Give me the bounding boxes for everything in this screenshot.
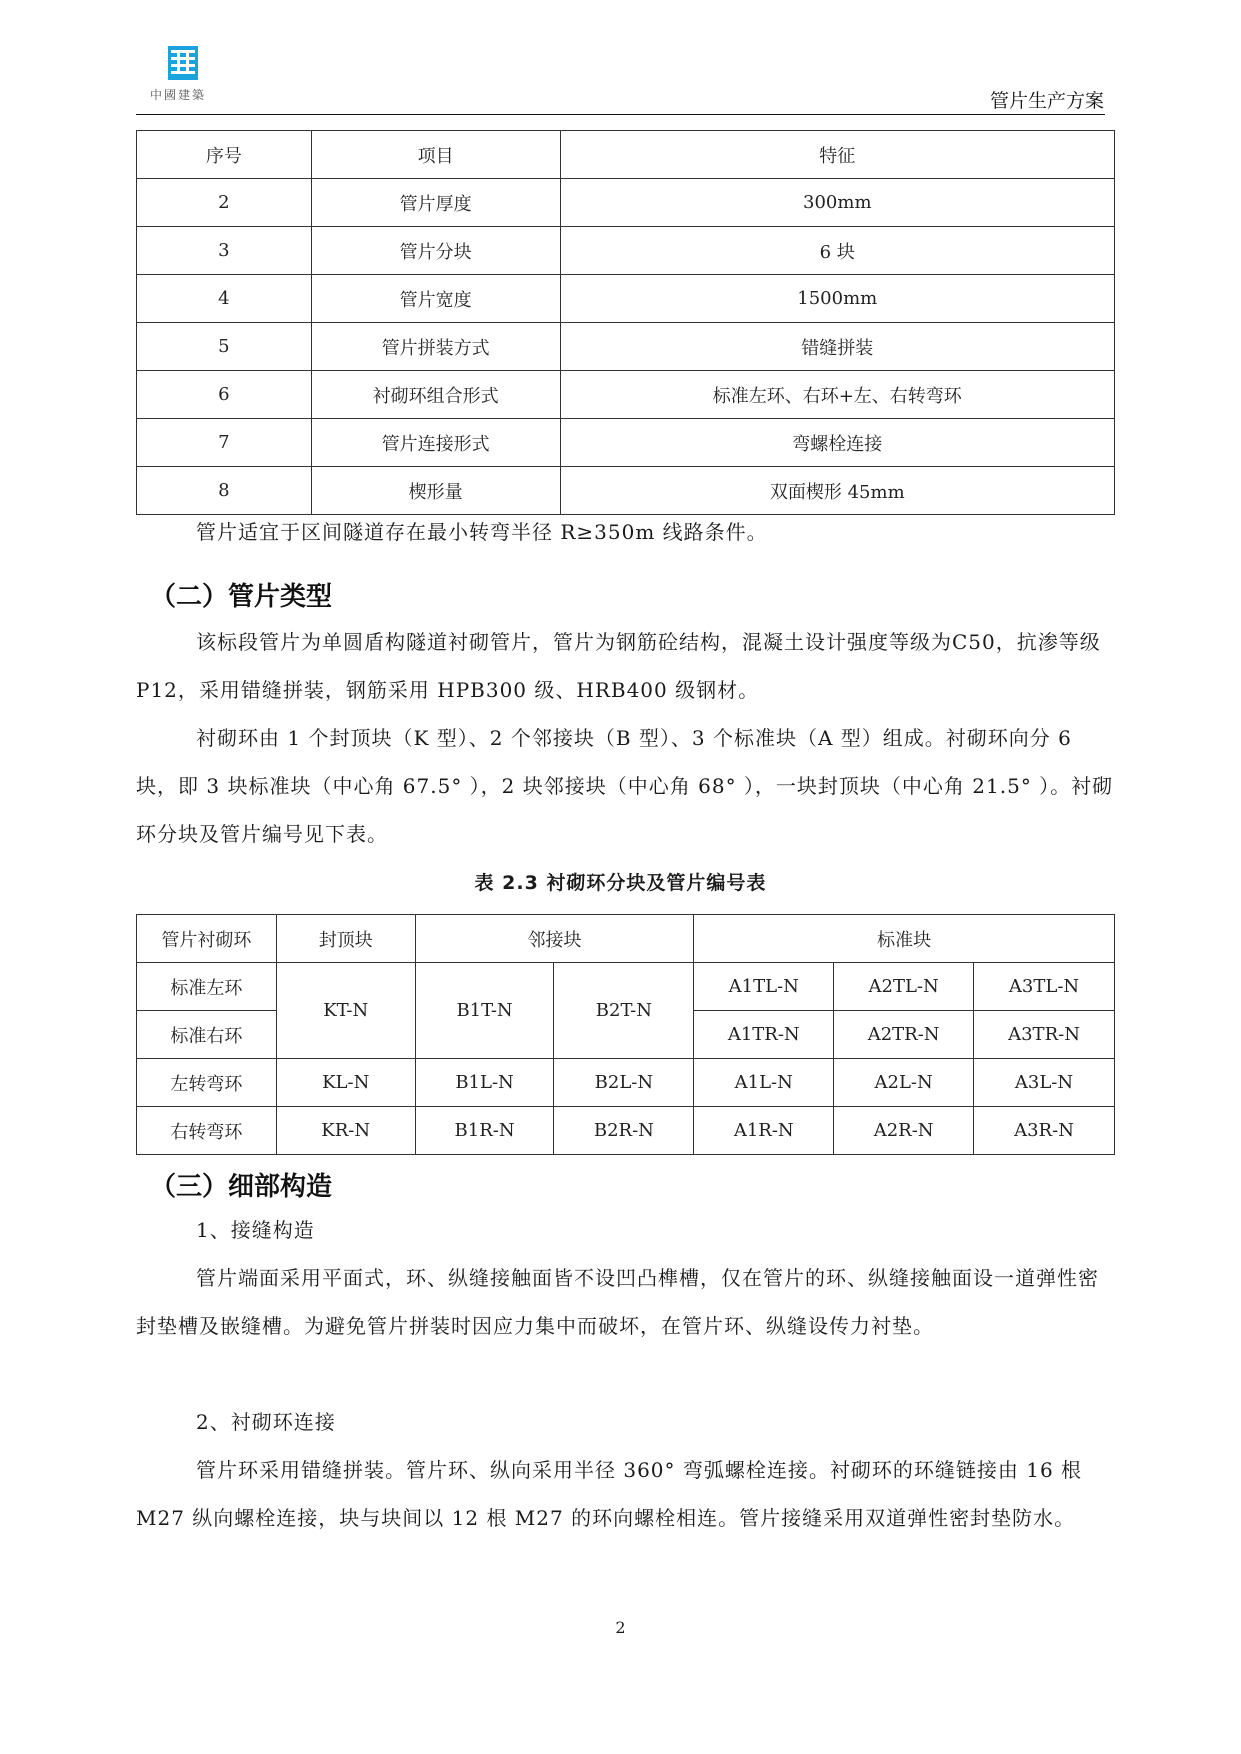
table-cell: 双面楔形 45mm bbox=[560, 467, 1114, 515]
table-cell: A1R-N bbox=[694, 1107, 834, 1155]
table-cell: A3R-N bbox=[974, 1107, 1115, 1155]
header-cell: 邻接块 bbox=[415, 915, 694, 963]
table-row bbox=[137, 227, 1115, 275]
table-row bbox=[137, 275, 1115, 323]
table-cell: KL-N bbox=[276, 1059, 415, 1107]
table-cell: B2R-N bbox=[554, 1107, 694, 1155]
section-heading-segment-types: （二）管片类型 bbox=[150, 582, 333, 612]
header-divider bbox=[136, 114, 1105, 115]
table-cell: B2L-N bbox=[554, 1059, 694, 1107]
table-cell: 6 bbox=[137, 371, 312, 419]
table-cell: 弯螺栓连接 bbox=[560, 419, 1114, 467]
table-cell: B2T-N bbox=[554, 963, 694, 1059]
row-label: 标准右环 bbox=[137, 1011, 277, 1059]
table-cell: 5 bbox=[137, 323, 312, 371]
table-cell: 错缝拼装 bbox=[560, 323, 1114, 371]
row-label: 标准左环 bbox=[137, 963, 277, 1011]
table-cell: 2 bbox=[137, 179, 312, 227]
document-title: 管片生产方案 bbox=[989, 90, 1104, 112]
table-cell: 4 bbox=[137, 275, 312, 323]
row-label: 左转弯环 bbox=[137, 1059, 277, 1107]
table-cell: A2TL-N bbox=[834, 963, 974, 1011]
page-number: 2 bbox=[615, 1618, 626, 1637]
table-row bbox=[137, 1059, 1115, 1107]
segment-numbering-table bbox=[136, 914, 1115, 1155]
table-cell: 7 bbox=[137, 419, 312, 467]
table-caption: 表 2.3 衬砌环分块及管片编号表 bbox=[474, 872, 767, 894]
table-cell: A2TR-N bbox=[834, 1011, 974, 1059]
table-header-row bbox=[137, 131, 1115, 179]
table-cell: A1TL-N bbox=[694, 963, 834, 1011]
table-cell: 衬砌环组合形式 bbox=[311, 371, 560, 419]
header-cell: 封顶块 bbox=[276, 915, 415, 963]
header-cell: 管片衬砌环 bbox=[137, 915, 277, 963]
table-cell: 管片分块 bbox=[311, 227, 560, 275]
subheading-ring-connection: 2、衬砌环连接 bbox=[196, 1410, 336, 1434]
table-cell: A3TR-N bbox=[974, 1011, 1115, 1059]
paragraph-joint-structure: 管片端面采用平面式，环、纵缝接触面皆不设凹凸榫槽，仅在管片的环、纵缝接触面设一道弹性密封垫槽及嵌缝槽。为避免管片拼装时因应力集中而破坏，在管片环、纵缝设传力衬垫。 bbox=[136, 1266, 1099, 1338]
row-label: 右转弯环 bbox=[137, 1107, 277, 1155]
table-row bbox=[137, 963, 1115, 1011]
table-cell: 300mm bbox=[560, 179, 1114, 227]
table-cell: A3TL-N bbox=[974, 963, 1115, 1011]
paragraph-min-radius: 管片适宜于区间隧道存在最小转弯半径 R≥350m 线路条件。 bbox=[196, 520, 768, 544]
table-cell: 楔形量 bbox=[311, 467, 560, 515]
cscec-logo-mark bbox=[168, 46, 198, 80]
header-cell: 特征 bbox=[560, 131, 1114, 179]
table-cell: A1TR-N bbox=[694, 1011, 834, 1059]
table-cell: 管片宽度 bbox=[311, 275, 560, 323]
table-cell: 管片拼装方式 bbox=[311, 323, 560, 371]
table-cell: A3L-N bbox=[974, 1059, 1115, 1107]
table-cell: 管片连接形式 bbox=[311, 419, 560, 467]
table-cell: 6 块 bbox=[560, 227, 1114, 275]
paragraph-segment-types: 该标段管片为单圆盾构隧道衬砌管片，管片为钢筋砼结构，混凝土设计强度等级为C50，抗渗等级 P12，采用错缝拼装，钢筋采用 HPB300 级、HRB400 级钢材。 bbox=[136, 630, 1101, 702]
header-cell: 标准块 bbox=[694, 915, 1115, 963]
table-cell: 标准左环、右环+左、右转弯环 bbox=[560, 371, 1114, 419]
company-logo bbox=[150, 46, 222, 108]
table-cell: A2L-N bbox=[834, 1059, 974, 1107]
table-cell: 8 bbox=[137, 467, 312, 515]
table-cell: A2R-N bbox=[834, 1107, 974, 1155]
header-cell: 项目 bbox=[311, 131, 560, 179]
table-cell: A1L-N bbox=[694, 1059, 834, 1107]
table-header-row bbox=[137, 915, 1115, 963]
table-cell: B1R-N bbox=[415, 1107, 554, 1155]
table-cell: B1L-N bbox=[415, 1059, 554, 1107]
table-row bbox=[137, 419, 1115, 467]
table-cell: KT-N bbox=[276, 963, 415, 1059]
header-cell: 序号 bbox=[137, 131, 312, 179]
table-row bbox=[137, 371, 1115, 419]
table-row bbox=[137, 179, 1115, 227]
table-cell: B1T-N bbox=[415, 963, 554, 1059]
table-cell: 管片厚度 bbox=[311, 179, 560, 227]
table-cell: 3 bbox=[137, 227, 312, 275]
table-cell: KR-N bbox=[276, 1107, 415, 1155]
section-heading-details: （三）细部构造 bbox=[150, 1172, 333, 1202]
logo-text: 中國建築 bbox=[150, 88, 207, 102]
segment-parameters-table bbox=[136, 130, 1115, 515]
table-row bbox=[137, 1107, 1115, 1155]
table-cell: 1500mm bbox=[560, 275, 1114, 323]
paragraph-ring-connection: 管片环采用错缝拼装。管片环、纵向采用半径 360° 弯弧螺栓连接。衬砌环的环缝链接由 16 根 M27 纵向螺栓连接，块与块间以 12 根 M27 的环向螺栓相连。管片接缝采用双道弹性密封垫防水。 bbox=[136, 1458, 1083, 1530]
table-row bbox=[137, 323, 1115, 371]
subheading-joint-structure: 1、接缝构造 bbox=[196, 1218, 315, 1242]
paragraph-lining-ring: 衬砌环由 1 个封顶块（K 型）、2 个邻接块（B 型）、3 个标准块（A 型）组成。衬砌环向分 6 块，即 3 块标准块（中心角 67.5° ），2 块邻接块（中心角 68° ），一块封顶块（中心角 21.5° ）。衬砌环分块及管片编号见下表。 bbox=[136, 726, 1114, 846]
